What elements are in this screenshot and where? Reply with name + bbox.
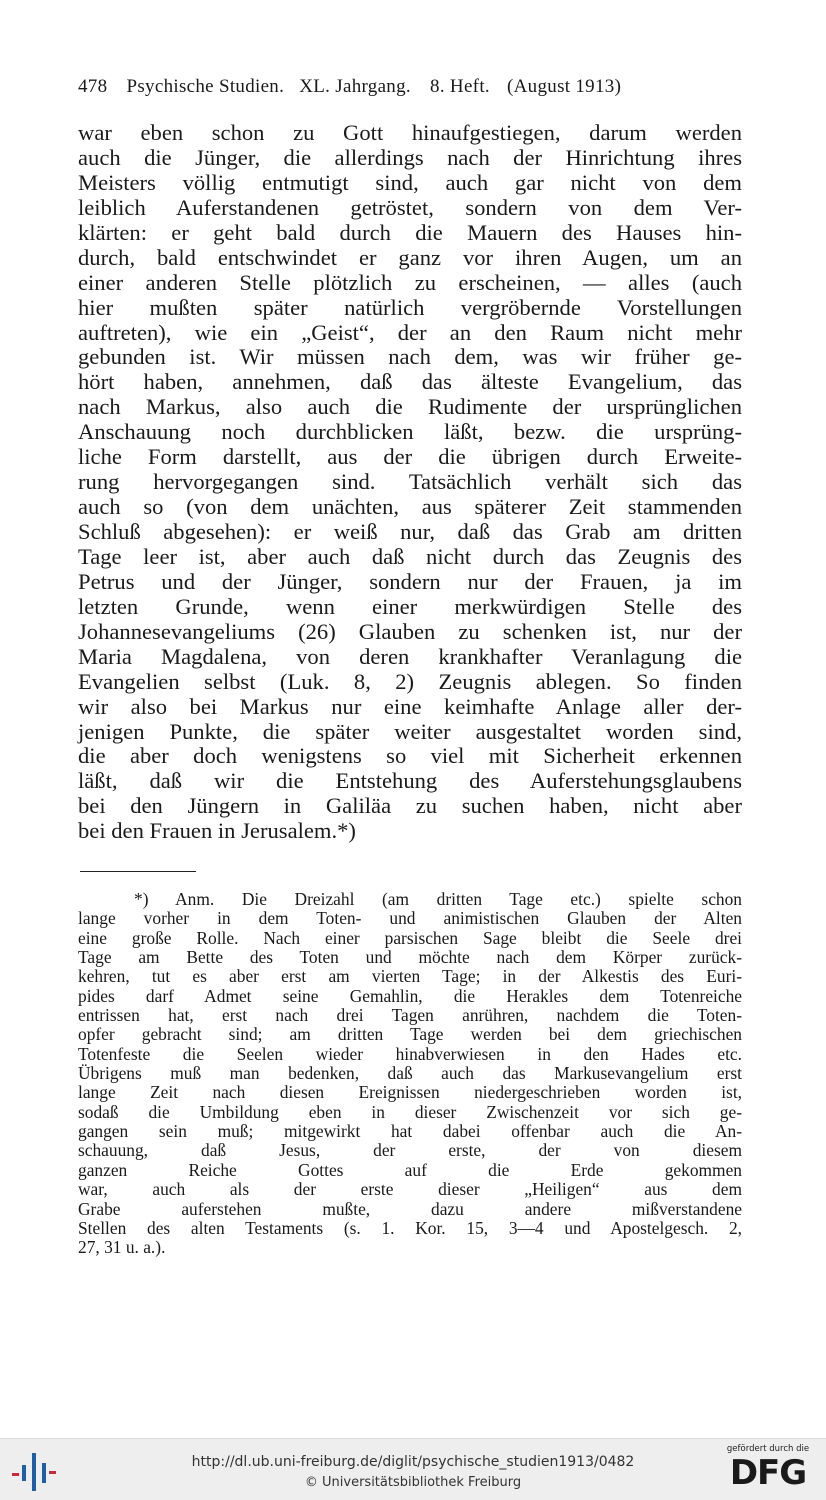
permalink-url[interactable]: http://dl.ub.uni-freiburg.de/diglit/psychische_studien1913/0482	[191, 1454, 635, 1470]
text-line: rung hervorgegangen sind. Tatsächlich verhält sich das	[78, 469, 742, 495]
viewer-footer	[0, 1438, 826, 1500]
dfg-funding-logo[interactable]	[720, 1444, 816, 1491]
page-number: 478	[78, 76, 108, 97]
footnote-line: pides darf Admet seine Gemahlin, die Herakles dem Totenreiche	[78, 985, 742, 1006]
text-line: hört haben, annehmen, daß das älteste Evangelium, das	[78, 369, 742, 395]
footnote-line: eine große Rolle. Nach einer parsischen Sage bleibt die Seele drei	[78, 927, 742, 948]
text-line: Maria Magdalena, von deren krankhafter Veranlagung die	[78, 643, 742, 669]
text-line: hier mußten später natürlich vergröbernde Vorstellungen	[78, 294, 742, 320]
dfg-wordmark: DFG	[729, 1453, 807, 1493]
footnote-line: lange vorher in dem Toten- und animistischen Glauben der Alten	[78, 908, 742, 929]
footnote-line: Stellen des alten Testaments (s. 1. Kor. 15, 3—4 und Apostelgesch. 2,	[78, 1217, 742, 1238]
footnote-line: entrissen hat, erst nach drei Tagen anrühren, nachdem die Toten-	[78, 1005, 742, 1026]
footnote-text	[78, 890, 742, 1258]
footnote-line: war, auch als der erste dieser „Heiligen“ aus dem	[78, 1179, 742, 1200]
journal-title: Psychische Studien.	[126, 76, 285, 97]
footnote-line: lange Zeit nach diesen Ereignissen niedergeschrieben worden ist,	[78, 1082, 742, 1103]
text-line: Evangelien selbst (Luk. 8, 2) Zeugnis ablegen. So finden	[78, 668, 742, 694]
volume-label: XL. Jahrgang.	[299, 76, 411, 97]
funding-note: gefördert durch die	[726, 1444, 810, 1454]
footnote-line: schauung, daß Jesus, der erste, der von diesem	[78, 1140, 742, 1161]
text-line: leiblich Auferstandenen getröstet, sondern von dem Ver-	[78, 194, 742, 220]
text-line: letzten Grunde, wenn einer merkwürdigen Stelle des	[78, 593, 742, 619]
text-line: Tage leer ist, aber auch daß nicht durch das Zeugnis des	[78, 543, 742, 569]
text-line: Johannesevangeliums (26) Glauben zu schenken ist, nur der	[78, 618, 742, 644]
text-line: Anschauung noch durchblicken läßt, bezw. die ursprüng-	[78, 419, 742, 445]
text-line: bei den Jüngern in Galiläa zu suchen haben, nicht aber	[78, 793, 742, 819]
footnote-line: *) Anm. Die Dreizahl (am dritten Tage etc.) spielte schon	[134, 889, 742, 909]
text-line: wir also bei Markus nur eine keimhafte Anlage aller der-	[78, 693, 742, 719]
footnote-line: sodaß die Umbildung eben in dieser Zwischenzeit vor sich ge-	[78, 1101, 742, 1122]
footnote-line: 27, 31 u. a.).	[78, 1237, 166, 1258]
text-line: einer anderen Stelle plötzlich zu erscheinen, — alles (auch	[78, 269, 742, 295]
copyright-notice: © Universitätsbibliothek Freiburg	[304, 1475, 522, 1490]
text-line: die aber doch wenigstens so viel mit Sicherheit erkennen	[78, 743, 742, 769]
text-line: läßt, daß wir die Entstehung des Auferstehungsglaubens	[78, 768, 742, 794]
text-line: gebunden ist. Wir müssen nach dem, was wir früher ge-	[78, 344, 742, 370]
footnote-line: Tage am Bette des Toten und möchte nach dem Körper zurück-	[78, 947, 742, 968]
text-line: auch so (von dem unächten, aus späterer Zeit stammenden	[78, 494, 742, 520]
footnote-line: ganzen Reiche Gottes auf die Erde gekommen	[78, 1159, 742, 1180]
footnote-line: gangen sein muß; mitgewirkt hat dabei offenbar auch die An-	[78, 1121, 742, 1142]
text-line: auch die Jünger, die allerdings nach der Hinrichtung ihres	[78, 144, 742, 170]
text-line: Petrus und der Jünger, sondern nur der Frauen, ja im	[78, 568, 742, 594]
issue-date: (August 1913)	[507, 76, 622, 97]
footnote-line: Totenfeste die Seelen wieder hinabverwiesen in den Hades etc.	[78, 1043, 742, 1064]
text-line: Schluß abgesehen): er weiß nur, daß das Grab am dritten	[78, 519, 742, 544]
text-line: war eben schon zu Gott hinaufgestiegen, darum werden	[78, 120, 742, 145]
text-line: liche Form darstellt, aus der die übrigen durch Erweite-	[78, 444, 742, 470]
text-line: nach Markus, also auch die Rudimente der ursprünglichen	[78, 394, 742, 420]
footnote-line: Grabe auferstehen mußte, dazu andere mißverstandene	[78, 1198, 742, 1219]
text-line: durch, bald entschwindet er ganz vor ihren Augen, um an	[78, 244, 742, 270]
footnote-line: kehren, tut es aber erst am vierten Tage; in der Alkestis des Euri-	[78, 966, 742, 987]
text-line: Meisters völlig entmutigt sind, auch gar nicht von dem	[78, 169, 742, 195]
logo-bar-red-right	[49, 1471, 56, 1474]
text-line: klärten: er geht bald durch die Mauern des Hauses hin-	[78, 219, 742, 245]
text-line: jenigen Punkte, die später weiter ausgestaltet worden sind,	[78, 718, 742, 744]
main-text	[78, 121, 742, 844]
text-line: bei den Frauen in Jerusalem.*)	[78, 818, 356, 844]
running-header	[78, 76, 742, 98]
footnote-line: Übrigens muß man bedenken, daß auch das Markusevangelium erst	[78, 1063, 742, 1084]
issue-label: 8. Heft.	[430, 76, 490, 97]
text-line: auftreten), wie ein „Geist“, der an den Raum nicht mehr	[78, 319, 742, 345]
footnote-line: opfer gebracht sind; am dritten Tage werden bei dem griechischen	[78, 1024, 742, 1045]
footnote-separator	[80, 871, 196, 872]
